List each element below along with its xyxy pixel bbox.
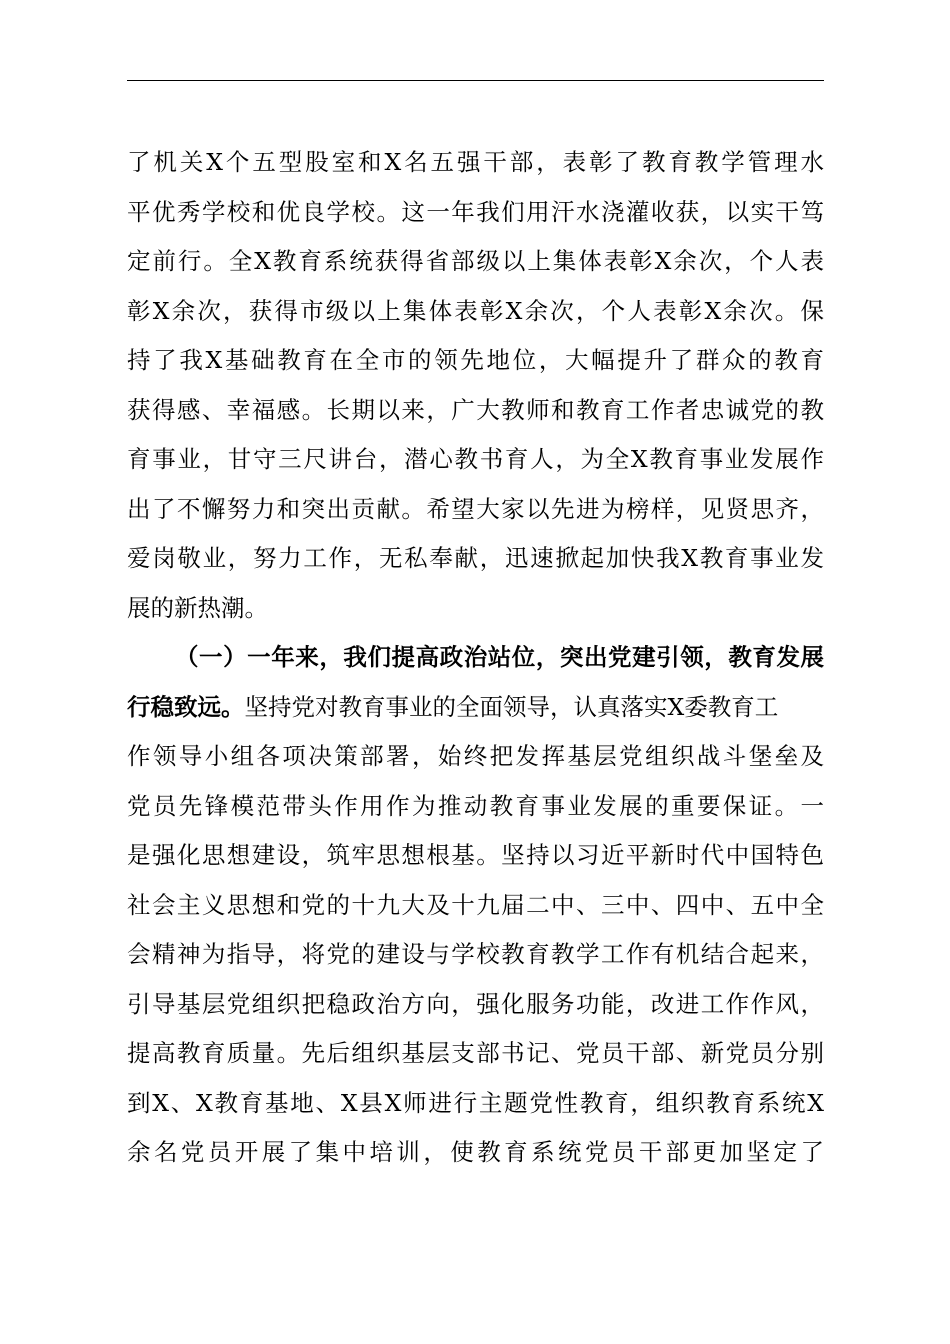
text-line: 提高教育质量。先后组织基层支部书记、党员干部、新党员分别 [127,1039,824,1067]
text-line: 定前行。全X教育系统获得省部级以上集体表彰X余次，个人表 [127,247,824,275]
text-line: 了机关X个五型股室和X名五强干部，表彰了教育教学管理水 [127,148,824,176]
text-line: 余名党员开展了集中培训，使教育系统党员干部更加坚定了 [127,1138,824,1166]
text-line: 社会主义思想和党的十九大及十九届二中、三中、四中、五中全 [127,890,824,919]
text-line: 会精神为指导，将党的建设与学校教育教学工作有机结合起来， [127,940,824,968]
text-line: 党员先锋模范带头作用作为推动教育事业发展的重要保证。一 [127,791,824,820]
text-line: 彰X余次，获得市级以上集体表彰X余次，个人表彰X余次。保 [127,296,824,325]
text-line: 引导基层党组织把稳政治方向，强化服务功能，改进工作作风， [127,989,824,1018]
text-line: 持了我X基础教育在全市的领先地位，大幅提升了群众的教育 [127,346,824,374]
text-line: 爱岗敬业，努力工作，无私奉献，迅速掀起加快我X教育事业发 [127,544,824,572]
section-heading: （一）一年来，我们提高政治站位，突出党建引领，教育发展 [175,643,824,671]
text-line: 到X、X教育基地、X县X师进行主题党性教育，组织教育系统X [127,1088,824,1117]
paragraph [127,633,824,1178]
text-span: 坚持党对教育事业的全面领导，认真落实X委教育工 [244,692,779,721]
paragraph [127,138,824,633]
text-line: 平优秀学校和优良学校。这一年我们用汗水浇灌收获，以实干笃 [127,197,824,226]
header-rule [127,80,824,81]
text-line: 育事业，甘守三尺讲台，潜心教书育人，为全X教育事业发展作 [127,445,824,473]
text-line [127,683,824,733]
section-heading-continued: 行稳致远。 [127,692,245,721]
text-line: 是强化思想建设，筑牢思想根基。坚持以习近平新时代中国特色 [127,841,824,869]
document-body [127,138,824,1178]
text-line: 获得感、幸福感。长期以来，广大教师和教育工作者忠诚党的教 [127,395,824,424]
text-line: 出了不懈努力和突出贡献。希望大家以先进为榜样，见贤思齐， [127,494,824,523]
text-line: 作领导小组各项决策部署，始终把发挥基层党组织战斗堡垒及 [127,742,824,770]
text-line: 展的新热潮。 [127,593,268,622]
